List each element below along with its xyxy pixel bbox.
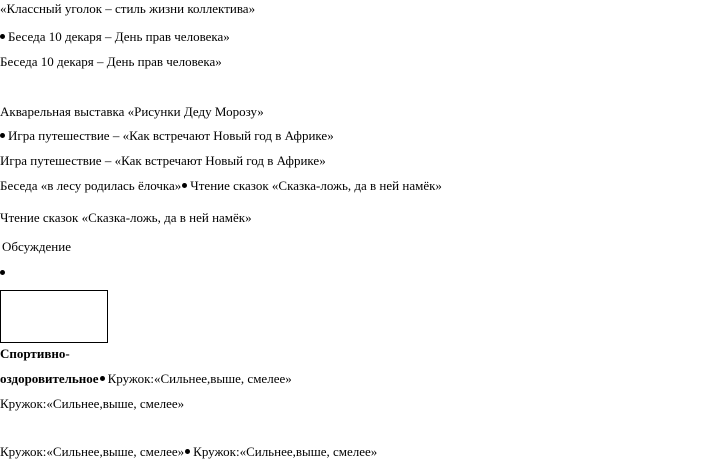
text-line-conversation: Беседа 10 декаря – День прав человека» xyxy=(0,54,222,69)
text-line-fairy-tales: Чтение сказок «Сказка-ложь, да в ней намёк» xyxy=(0,210,252,225)
line-text: оздоровительное xyxy=(0,371,99,386)
empty-box xyxy=(0,290,108,343)
bullet-icon xyxy=(185,449,190,454)
text-line-christmas-tree xyxy=(0,178,442,194)
text-line-club: Кружок:«Сильнее,выше, смелее» xyxy=(0,396,185,411)
bullet-icon xyxy=(182,183,187,188)
bullet-line-conversation xyxy=(0,29,230,45)
line-text: Кружок:«Сильнее,выше, смелее» xyxy=(0,444,185,459)
bullet-icon xyxy=(100,376,105,381)
text-line-watercolor-exhibition: Акварельная выставка «Рисунки Деду Морозу» xyxy=(0,104,264,119)
line-text: Чтение сказок «Сказка-ложь, да в ней намёк» xyxy=(190,178,442,193)
text-line-club-double xyxy=(0,444,377,460)
bullet-icon xyxy=(0,34,5,39)
line-text: Кружок:«Сильнее,выше, смелее» xyxy=(107,371,292,386)
line-text: Игра путешествие – «Как встречают Новый год в Африке» xyxy=(8,128,334,143)
bullet-line-travel-game xyxy=(0,128,334,144)
line-text: Кружок:«Сильнее,выше, смелее» xyxy=(193,444,378,459)
bullet-line-empty xyxy=(0,265,8,281)
bullet-icon xyxy=(0,270,5,275)
text-line-discussion: Обсуждение xyxy=(2,239,71,254)
text-line-class-corner: «Классный уголок – стиль жизни коллектива» xyxy=(0,1,256,16)
line-text: Беседа «в лесу родилась ёлочка» xyxy=(0,178,182,193)
text-line-health xyxy=(0,371,292,387)
bullet-icon xyxy=(0,133,5,138)
text-line-sports: Спортивно- xyxy=(0,346,70,361)
line-text: Беседа 10 декаря – День прав человека» xyxy=(8,29,230,44)
text-line-travel-game: Игра путешествие – «Как встречают Новый год в Африке» xyxy=(0,153,326,168)
